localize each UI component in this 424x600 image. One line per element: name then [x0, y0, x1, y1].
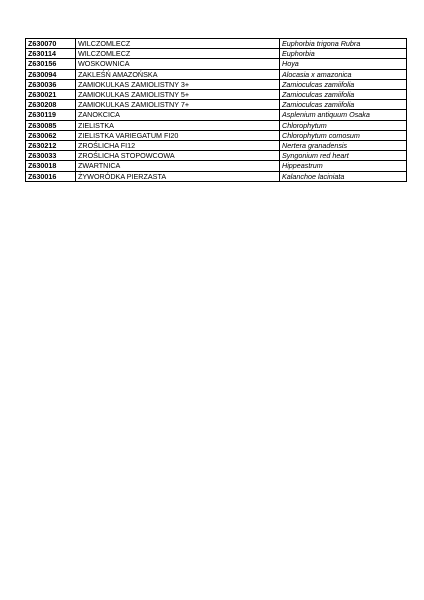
table-row: [26, 100, 407, 110]
latin-name-cell: Euphorbia trigona Rubra: [280, 39, 407, 49]
polish-name-cell: WILCZOMLECZ: [76, 49, 280, 59]
table-row: [26, 79, 407, 89]
product-code-cell: Z630036: [26, 79, 76, 89]
polish-name-cell: ZAMIOKULKAS ZAMIOLISTNY 5+: [76, 90, 280, 100]
plant-table: [25, 38, 407, 182]
latin-name-cell: Hoya: [280, 59, 407, 69]
latin-name-cell: Hippeastrum: [280, 161, 407, 171]
polish-name-cell: ŻYWORÓDKA PIERZASTA: [76, 171, 280, 181]
latin-name-cell: Zamioculcas zamiifolia: [280, 90, 407, 100]
polish-name-cell: ZAMIOKULKAS ZAMIOLISTNY 7+: [76, 100, 280, 110]
product-code-cell: Z630156: [26, 59, 76, 69]
polish-name-cell: ZROŚLICHA STOPOWCOWA: [76, 151, 280, 161]
product-code-cell: Z630070: [26, 39, 76, 49]
product-code-cell: Z630018: [26, 161, 76, 171]
latin-name-cell: Syngonium red heart: [280, 151, 407, 161]
polish-name-cell: ZIELISTKA VARIEGATUM FI20: [76, 130, 280, 140]
plant-table-body: [26, 39, 407, 182]
latin-name-cell: Alocasia x amazonica: [280, 69, 407, 79]
product-code-cell: Z630208: [26, 100, 76, 110]
product-code-cell: Z630114: [26, 49, 76, 59]
product-code-cell: Z630016: [26, 171, 76, 181]
polish-name-cell: ZANOKCICA: [76, 110, 280, 120]
latin-name-cell: Euphorbia: [280, 49, 407, 59]
document-page: [25, 38, 399, 182]
latin-name-cell: Zamioculcas zamiifolia: [280, 79, 407, 89]
table-row: [26, 69, 407, 79]
polish-name-cell: ZAKLEŚŃ AMAZOŃSKA: [76, 69, 280, 79]
table-row: [26, 49, 407, 59]
latin-name-cell: Chlorophytum comosum: [280, 130, 407, 140]
polish-name-cell: ZIELISTKA: [76, 120, 280, 130]
polish-name-cell: WILCZOMLECZ: [76, 39, 280, 49]
table-row: [26, 120, 407, 130]
table-row: [26, 59, 407, 69]
product-code-cell: Z630021: [26, 90, 76, 100]
table-row: [26, 151, 407, 161]
latin-name-cell: Zamioculcas zamiifolia: [280, 100, 407, 110]
latin-name-cell: Kalanchoe laciniata: [280, 171, 407, 181]
product-code-cell: Z630212: [26, 141, 76, 151]
table-row: [26, 130, 407, 140]
polish-name-cell: ZROŚLICHA FI12: [76, 141, 280, 151]
table-row: [26, 141, 407, 151]
product-code-cell: Z630119: [26, 110, 76, 120]
product-code-cell: Z630085: [26, 120, 76, 130]
polish-name-cell: ZAMIOKULKAS ZAMIOLISTNY 3+: [76, 79, 280, 89]
product-code-cell: Z630094: [26, 69, 76, 79]
latin-name-cell: Asplenium antiquum Osaka: [280, 110, 407, 120]
polish-name-cell: ZWARTNICA: [76, 161, 280, 171]
table-row: [26, 161, 407, 171]
polish-name-cell: WOSKOWNICA: [76, 59, 280, 69]
table-row: [26, 90, 407, 100]
table-row: [26, 39, 407, 49]
product-code-cell: Z630033: [26, 151, 76, 161]
latin-name-cell: Chlorophytum: [280, 120, 407, 130]
table-row: [26, 110, 407, 120]
product-code-cell: Z630062: [26, 130, 76, 140]
latin-name-cell: Nertera granadensis: [280, 141, 407, 151]
table-row: [26, 171, 407, 181]
